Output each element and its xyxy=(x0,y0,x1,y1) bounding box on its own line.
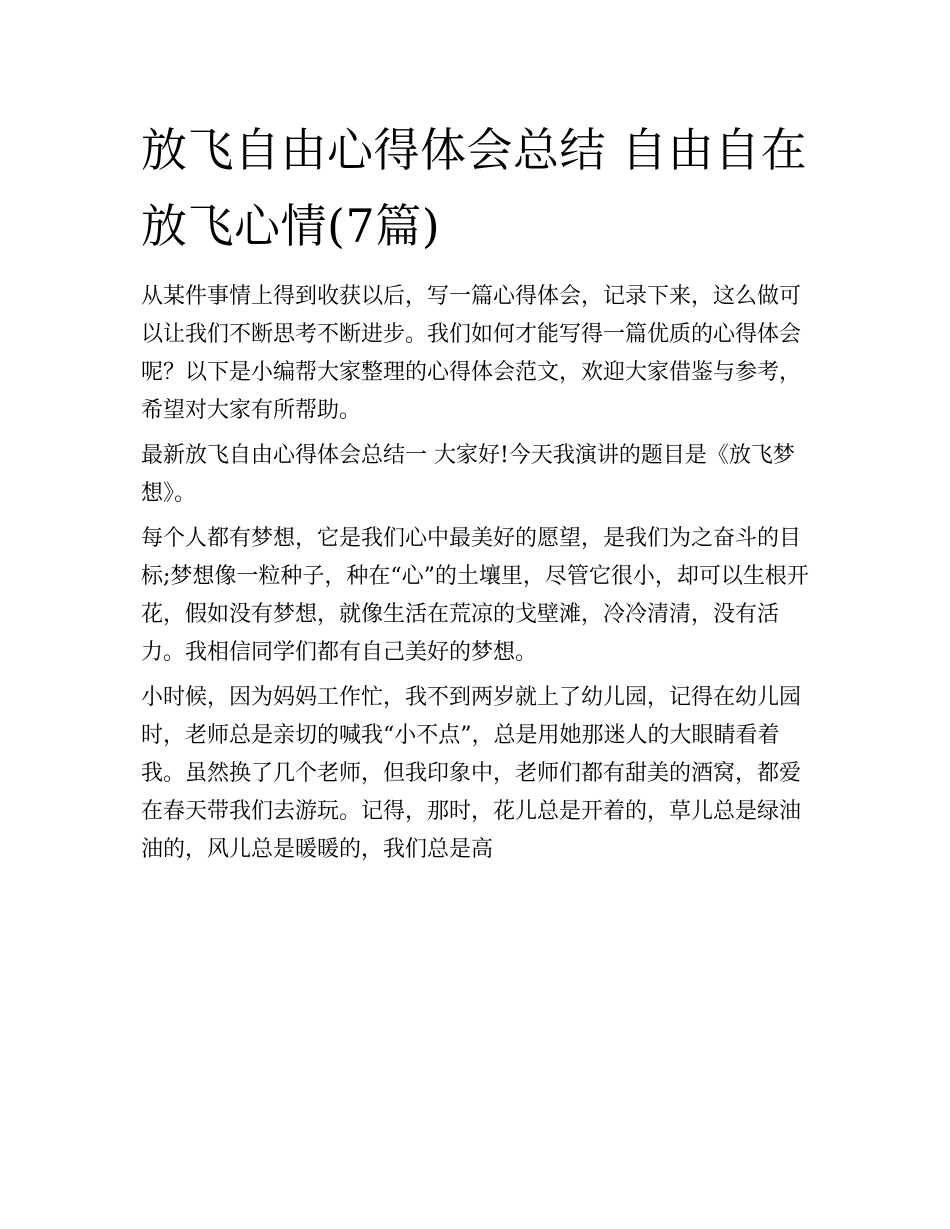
document-body xyxy=(141,278,813,869)
body-paragraph: 小时候，因为妈妈工作忙，我不到两岁就上了幼儿园，记得在幼儿园时，老师总是亲切的喊我“小不点”，总是用她那迷人的大眼睛看着我。虽然换了几个老师，但我印象中，老师们都有甜美的酒窝，都爱在春天带我们去游玩。记得，那时，花儿总是开着的，草儿总是绿油油的，风儿总是暖暖的，我们总是高 xyxy=(141,685,802,862)
body-paragraph: 每个人都有梦想，它是我们心中最美好的愿望，是我们为之奋斗的目标;梦想像一粒种子，种在“心”的土壤里，尽管它很小，却可以生根开花，假如没有梦想，就像生活在荒凉的戈壁滩，冷冷清清，没有活力。我相信同学们都有自己美好的梦想。 xyxy=(141,526,809,665)
intro-paragraph: 从某件事情上得到收获以后，写一篇心得体会，记录下来，这么做可以让我们不断思考不断进步。我们如何才能写得一篇优质的心得体会呢？以下是小编帮大家整理的心得体会范文，欢迎大家借鉴与参考，希望对大家有所帮助。 xyxy=(141,284,802,423)
document-title: 放飞自由心得体会总结 自由自在放飞心情(7篇) xyxy=(141,123,808,253)
document-page xyxy=(141,112,813,869)
section-heading-paragraph: 最新放飞自由心得体会总结一 大家好!今天我演讲的题目是《放飞梦想》。 xyxy=(141,443,795,506)
